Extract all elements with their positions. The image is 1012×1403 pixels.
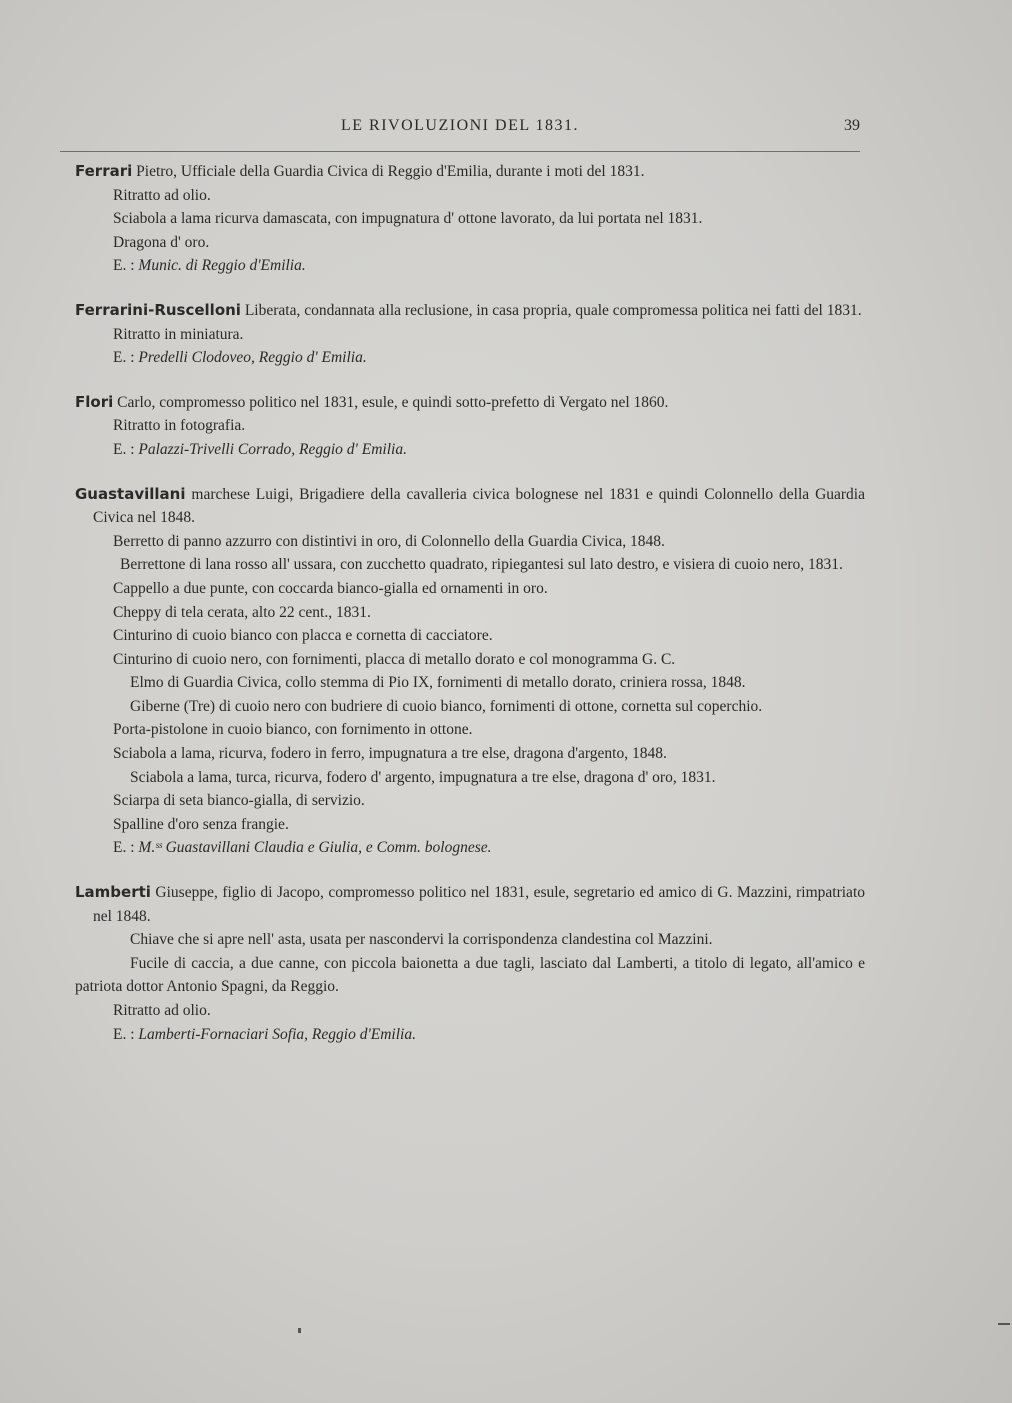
list-item: Ritratto ad olio. xyxy=(113,1002,211,1019)
list-item: Berrettone di lana rosso all' ussara, con zucchetto quadrato, ripiegantesi sul lato destro, e visiera di cuoio nero, 1831. xyxy=(120,556,843,574)
exhibitor-line xyxy=(75,1023,865,1047)
exhibitor-name: Predelli Clodoveo, Reggio d' Emilia. xyxy=(138,349,367,367)
list-item: Berretto di panno azzurro con distintivi in oro, di Colonnello della Guardia Civica, 1848. xyxy=(113,532,665,550)
exhibitor-name: Munic. di Reggio d'Emilia. xyxy=(138,257,306,275)
entry-lamberti xyxy=(75,881,865,1046)
entry-description: marchese Luigi, Brigadiere della cavalleria civica bolognese nel 1831 e quindi Colonnello della Guardia Civica nel 1848. xyxy=(93,485,865,527)
running-title: LE RIVOLUZIONI DEL 1831. xyxy=(340,117,580,134)
margin-mark xyxy=(998,1323,1010,1325)
exhibitor-name: M.ˢˢ Guastavillani Claudia e Giulia, e Comm. bolognese. xyxy=(138,839,492,857)
entry-description: Carlo, compromesso politico nel 1831, esule, e quindi sotto-prefetto di Vergato nel 1860. xyxy=(113,393,669,411)
exhibitor-line xyxy=(75,346,865,370)
list-item: Giberne (Tre) di cuoio nero con budriere di cuoio bianco, fornimenti di ottone, cornetta sul coperchio. xyxy=(130,697,763,715)
exhibitor-line xyxy=(75,254,865,278)
entry-heading xyxy=(75,483,865,530)
exhibitor-prefix: E. : xyxy=(113,1025,139,1043)
entry-surname: Lamberti xyxy=(75,883,151,902)
list-item: Elmo di Guardia Civica, collo stemma di Pio IX, fornimenti di metallo dorato, criniera rossa, 1848. xyxy=(130,674,746,692)
exhibitor-line xyxy=(75,438,865,462)
list-item: Cinturino di cuoio nero, con fornimenti, placca di metallo dorato e col monogramma G. C. xyxy=(113,650,676,668)
list-item: Sciabola a lama ricurva damascata, con impugnatura d' ottone lavorato, da lui portata nel 1831. xyxy=(113,210,703,228)
entry-heading xyxy=(75,391,865,415)
list-item: Cheppy di tela cerata, alto 22 cent., 1831. xyxy=(113,603,371,621)
entry-guastavillani xyxy=(75,483,865,861)
entry-surname: Guastavillani xyxy=(75,484,186,503)
entry-description: Giuseppe, figlio di Jacopo, compromesso politico nel 1831, esule, segretario ed amico di G. Mazzini, rimpatriato nel 1848. xyxy=(93,884,865,925)
list-item: Ritratto in miniatura. xyxy=(113,325,244,343)
exhibitor-line xyxy=(75,836,865,860)
list-item: Dragona d' oro. xyxy=(113,233,210,251)
list-item: Fucile di caccia, a due canne, con piccola baionetta a due tagli, lasciato dal Lamberti, a titolo di legato, all'amico e patriota dottor Antonio Spagni, da Reggio. xyxy=(75,954,865,996)
list-item: Cappello a due punte, con coccarda bianco-gialla ed ornamenti in oro. xyxy=(113,579,548,597)
list-item: Spalline d'oro senza frangie. xyxy=(113,815,289,833)
exhibitor-name: Palazzi-Trivelli Corrado, Reggio d' Emilia. xyxy=(138,440,407,458)
list-item: Ritratto ad olio. xyxy=(113,186,211,204)
page-header xyxy=(60,115,860,152)
entry-ferrari xyxy=(75,160,865,278)
entry-ferrarini-ruscelloni xyxy=(75,299,865,370)
list-item: Chiave che si apre nell' asta, usata per nascondervi la corrispondenza clandestina col Mazzini. xyxy=(130,931,713,949)
exhibitor-prefix: E. : xyxy=(113,440,139,458)
exhibitor-prefix: E. : xyxy=(113,839,139,857)
list-item: Sciarpa di seta bianco-gialla, di servizio. xyxy=(113,792,365,810)
entry-surname: Ferrarini-Ruscelloni xyxy=(75,300,241,319)
ink-speck xyxy=(298,1328,301,1333)
list-item: Sciabola a lama, ricurva, fodero in ferro, impugnatura a tre else, dragona d'argento, 1848. xyxy=(113,745,667,763)
entry-heading xyxy=(75,299,865,323)
exhibitor-name: Lamberti-Fornaciari Sofia, Reggio d'Emilia. xyxy=(138,1025,416,1043)
list-item: Porta-pistolone in cuoio bianco, con fornimento in ottone. xyxy=(113,721,473,739)
entry-heading xyxy=(75,881,865,928)
list-item: Ritratto in fotografia. xyxy=(113,417,246,435)
page-number: 39 xyxy=(844,117,860,134)
catalogue-body xyxy=(75,160,865,1067)
entry-surname: Ferrari xyxy=(75,162,133,180)
entry-flori xyxy=(75,391,865,462)
entry-description: Pietro, Ufficiale della Guardia Civica di Reggio d'Emilia, durante i moti del 1831. xyxy=(132,163,645,180)
entry-heading xyxy=(75,160,865,184)
list-item: Sciabola a lama, turca, ricurva, fodero d' argento, impugnatura a tre else, dragona d' oro, 1831. xyxy=(130,768,716,786)
list-item: Cinturino di cuoio bianco con placca e cornetta di cacciatore. xyxy=(113,627,493,645)
exhibitor-prefix: E. : xyxy=(113,257,139,275)
exhibitor-prefix: E. : xyxy=(113,349,139,367)
entry-surname: Flori xyxy=(75,392,114,411)
entry-description: Liberata, condannata alla reclusione, in casa propria, quale compromessa politica nei fatti del 1831. xyxy=(240,301,862,319)
